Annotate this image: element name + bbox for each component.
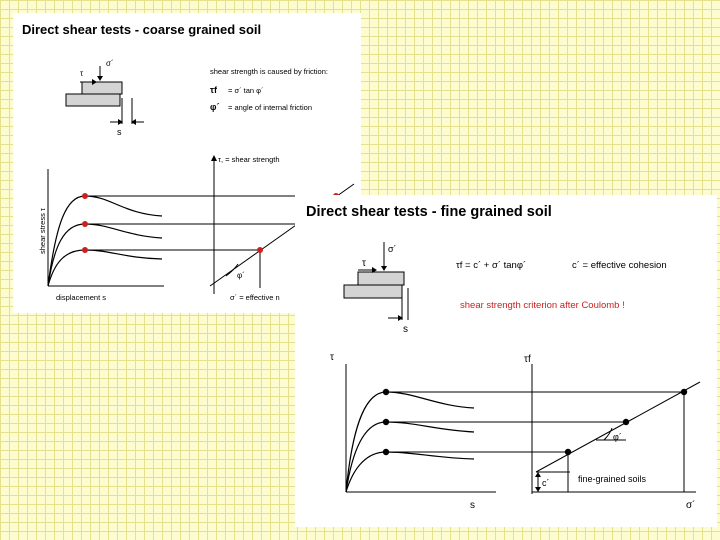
slide2-phi-label: φ´ [613,432,622,442]
peak-point-mid [383,419,389,425]
cohesion-label: c´ [542,478,550,488]
slide1-sigma-label: σ´ [106,59,114,68]
fine-grained-soils-label: fine-grained soils [578,474,647,484]
shear-box-sketch [66,59,144,137]
envelope-point-low [565,449,571,455]
s-axis-label: s [470,500,475,511]
tau-f-axis-label: τf [524,354,531,365]
phi-definition-lhs: φ´ [210,102,220,112]
cohesion-definition: c´ = effective cohesion [572,260,667,271]
failure-point-mid [82,221,88,227]
failure-envelope-point [257,247,263,253]
friction-formula-rhs: = σ´ tan φ´ [228,86,264,95]
slide1-s-label: s [117,127,122,137]
peak-point-low [383,449,389,455]
envelope-point-mid [623,419,629,425]
friction-formula-lhs: τf [210,85,218,95]
slide1-tau-label: τ [80,69,84,78]
fine-shear-graph [330,352,700,511]
fine-grained-diagram [296,196,716,526]
failure-point-high [82,193,88,199]
friction-caption: shear strength is caused by friction: [210,67,328,76]
envelope-point-high [681,389,687,395]
tau-axis-label: τ [330,352,334,363]
slide1-title: Direct shear tests - coarse grained soil [22,22,262,37]
failure-point-low [82,247,88,253]
shear-strength-label: τ, = shear strength [218,155,280,164]
sigma-axis-label: σ´ [686,500,696,511]
phi-definition-rhs: = angle of internal friction [228,103,313,112]
slide1-phi-label: φ´ [237,271,245,280]
coulomb-formula: τf = c´ + σ´ tanφ´ [456,260,527,271]
coulomb-criterion-note: shear strength criterion after Coulomb ! [460,300,625,311]
shear-stress-axis-label: shear stress τ [38,208,47,254]
slide2-tau-label: τ [362,258,366,269]
slide2-s-label: s [403,324,408,335]
peak-point-high [383,389,389,395]
slide-fine-grained [296,196,716,526]
shear-box-sketch-2 [344,242,408,335]
slide2-title: Direct shear tests - fine grained soil [306,204,552,220]
displacement-axis-label: displacement s [56,293,107,302]
slide1-sigma-axis-label: σ´ = effective n [230,293,280,302]
slide2-sigma-label: σ´ [388,244,397,254]
